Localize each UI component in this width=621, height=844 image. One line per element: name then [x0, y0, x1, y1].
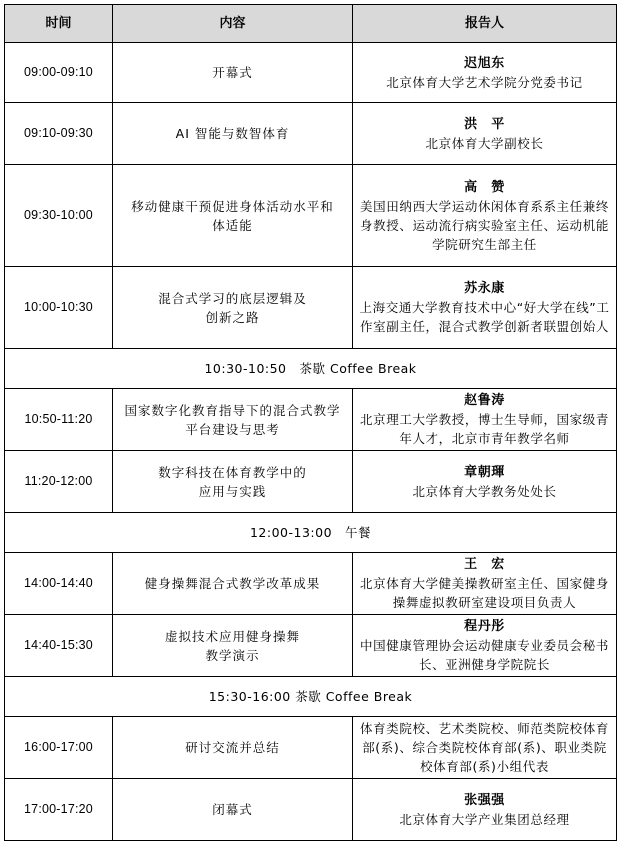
row-reporter — [353, 615, 617, 677]
table-row — [5, 553, 617, 615]
row-content: 虚拟技术应用健身操舞教学演示 — [113, 615, 353, 677]
reporter-desc: 北京理工大学教授，博士生导师，国家级青年人才，北京市青年教学名师 — [360, 412, 609, 446]
table-row — [5, 103, 617, 165]
reporter-desc: 体育类院校、艺术类院校、师范类院校体育部(系)、综合类院校体育部(系)、职业类院校体育部(系)小组代表 — [360, 721, 609, 774]
table-row — [5, 267, 617, 349]
reporter-name: 张强强 — [464, 792, 505, 808]
row-reporter — [353, 389, 617, 451]
table-row — [5, 451, 617, 513]
row-time: 09:00-09:10 — [5, 43, 113, 103]
row-content: 闭幕式 — [113, 779, 353, 841]
row-reporter — [353, 165, 617, 267]
reporter-name: 洪 平 — [464, 116, 505, 132]
row-time: 10:00-10:30 — [5, 267, 113, 349]
row-reporter — [353, 267, 617, 349]
row-reporter — [353, 779, 617, 841]
table-row — [5, 615, 617, 677]
table-row — [5, 165, 617, 267]
row-content: 混合式学习的底层逻辑及创新之路 — [113, 267, 353, 349]
reporter-desc: 中国健康管理协会运动健康专业委员会秘书长、亚洲健身学院院长 — [360, 638, 609, 672]
row-time: 09:30-10:00 — [5, 165, 113, 267]
row-reporter — [353, 451, 617, 513]
reporter-desc: 上海交通大学教育技术中心“好大学在线”工作室副主任，混合式教学创新者联盟创始人 — [359, 300, 610, 334]
reporter-name: 高 赞 — [464, 179, 505, 195]
row-reporter — [353, 103, 617, 165]
reporter-name: 王 宏 — [464, 557, 505, 572]
row-time: 14:00-14:40 — [5, 553, 113, 615]
break-label: 10:30-10:50 茶歇 Coffee Break — [5, 349, 617, 389]
row-content: 移动健康干预促进身体活动水平和体适能 — [113, 165, 353, 267]
reporter-desc: 北京体育大学教务处处长 — [412, 483, 557, 499]
reporter-name: 赵鲁涛 — [464, 393, 505, 408]
reporter-desc: 北京体育大学艺术学院分党委书记 — [386, 74, 583, 90]
table-row — [5, 779, 617, 841]
row-content: 国家数字化教育指导下的混合式教学平台建设与思考 — [113, 389, 353, 451]
row-content: 开幕式 — [113, 43, 353, 103]
row-time: 16:00-17:00 — [5, 717, 113, 779]
header-content: 内容 — [113, 5, 353, 43]
table-row — [5, 717, 617, 779]
break-row — [5, 349, 617, 389]
row-time: 09:10-09:30 — [5, 103, 113, 165]
break-row — [5, 677, 617, 717]
table-row — [5, 43, 617, 103]
break-label: 12:00-13:00 午餐 — [5, 513, 617, 553]
row-content: 健身操舞混合式教学改革成果 — [113, 553, 353, 615]
row-content: AI 智能与数智体育 — [113, 103, 353, 165]
header-time: 时间 — [5, 5, 113, 43]
reporter-desc: 北京体育大学产业集团总经理 — [399, 811, 570, 827]
reporter-desc: 北京体育大学副校长 — [425, 135, 544, 151]
reporter-name: 苏永康 — [464, 281, 505, 296]
row-reporter — [353, 553, 617, 615]
header-row — [5, 5, 617, 43]
reporter-name: 程丹彤 — [464, 619, 505, 634]
break-row — [5, 513, 617, 553]
row-content: 研讨交流并总结 — [113, 717, 353, 779]
header-reporter: 报告人 — [353, 5, 617, 43]
reporter-desc: 北京体育大学健美操教研室主任、国家健身操舞虚拟教研室建设项目负责人 — [360, 576, 609, 610]
reporter-desc: 美国田纳西大学运动休闲体育系系主任兼终身教授、运动流行病实验室主任、运动机能学院研究生部主任 — [360, 198, 609, 252]
reporter-name: 迟旭东 — [464, 55, 505, 71]
row-reporter — [353, 43, 617, 103]
row-time: 14:40-15:30 — [5, 615, 113, 677]
reporter-name: 章朝琿 — [464, 464, 505, 480]
row-time: 17:00-17:20 — [5, 779, 113, 841]
schedule-table — [4, 4, 617, 841]
row-time: 10:50-11:20 — [5, 389, 113, 451]
row-time: 11:20-12:00 — [5, 451, 113, 513]
row-reporter — [353, 717, 617, 779]
break-label: 15:30-16:00 茶歇 Coffee Break — [5, 677, 617, 717]
row-content: 数字科技在体育教学中的应用与实践 — [113, 451, 353, 513]
table-row — [5, 389, 617, 451]
